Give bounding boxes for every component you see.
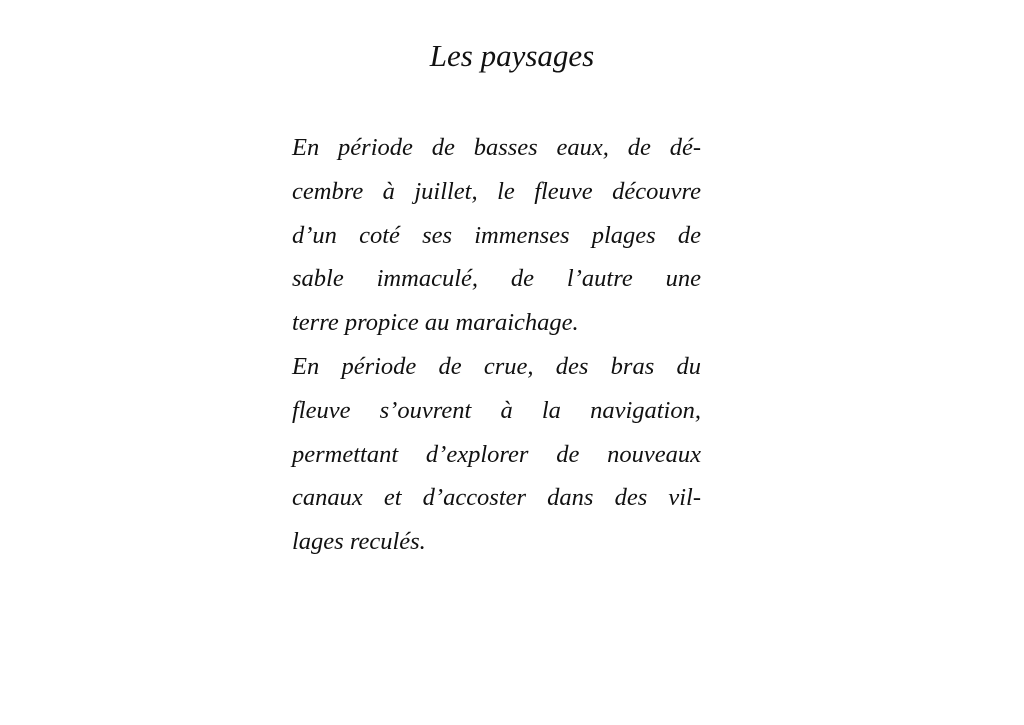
- text-line: permettant d’explorer de nouveaux: [292, 440, 701, 468]
- text-line: En période de crue, des bras du: [292, 352, 701, 380]
- paragraph-low-water: [292, 126, 701, 345]
- text-line: cembre à juillet, le fleuve découvre: [292, 177, 701, 205]
- text-line: d’un coté ses immenses plages de: [292, 221, 701, 249]
- text-line: sable immaculé, de l’autre une: [292, 265, 701, 293]
- text-line: lages reculés.: [292, 528, 426, 556]
- page-title: Les paysages: [429, 38, 595, 73]
- text-line: terre propice au maraichage.: [292, 309, 579, 337]
- text-line: fleuve s’ouvrent à la navigation,: [292, 396, 701, 424]
- paragraph-flood: [292, 345, 701, 564]
- text-line: En période de basses eaux, de dé-: [292, 134, 701, 161]
- text-body: [292, 126, 701, 564]
- text-line: canaux et d’accoster dans des vil-: [292, 484, 701, 512]
